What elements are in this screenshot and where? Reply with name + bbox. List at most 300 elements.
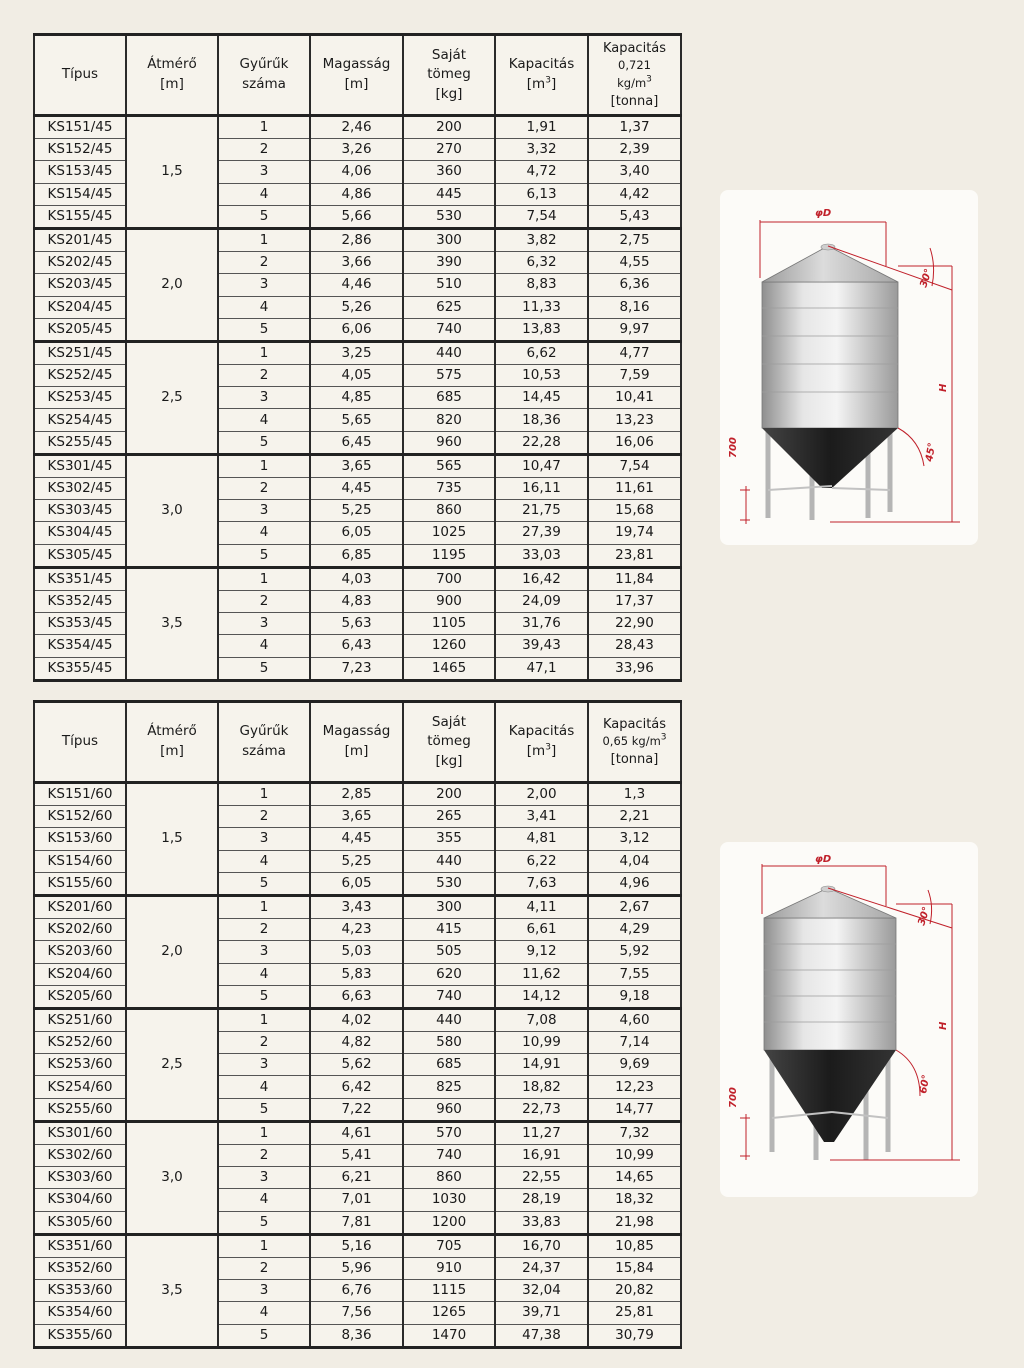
cell-type: KS354/60	[34, 1302, 126, 1324]
header-diameter: Átmérő [m]	[126, 35, 218, 116]
cell-rings: 5	[218, 1098, 310, 1121]
cell-weight: 270	[403, 139, 495, 161]
cell-type: KS155/60	[34, 872, 126, 895]
cell-type: KS153/60	[34, 828, 126, 850]
cell-type: KS153/45	[34, 161, 126, 183]
cell-capacity: 33,83	[495, 1211, 588, 1234]
cell-capacity: 10,99	[495, 1032, 588, 1054]
cell-rings: 3	[218, 828, 310, 850]
cell-weight: 740	[403, 985, 495, 1008]
header-rings: Gyűrűk száma	[218, 35, 310, 116]
cell-height: 4,86	[310, 183, 403, 205]
cell-capacity: 14,45	[495, 387, 588, 409]
cell-weight: 440	[403, 341, 495, 364]
cell-tonnage: 33,96	[588, 657, 681, 680]
cell-height: 5,65	[310, 409, 403, 431]
cell-weight: 625	[403, 296, 495, 318]
cell-weight: 1195	[403, 544, 495, 567]
cell-tonnage: 2,39	[588, 139, 681, 161]
cell-tonnage: 4,04	[588, 850, 681, 872]
cell-height: 7,81	[310, 1211, 403, 1234]
cell-diameter: 2,0	[126, 228, 218, 341]
cell-rings: 3	[218, 274, 310, 296]
cell-capacity: 6,62	[495, 341, 588, 364]
cell-weight: 1025	[403, 522, 495, 544]
diameter-label: φD	[815, 854, 832, 865]
cell-type: KS201/60	[34, 895, 126, 918]
cell-rings: 2	[218, 919, 310, 941]
cell-tonnage: 14,77	[588, 1098, 681, 1121]
cell-type: KS301/45	[34, 454, 126, 477]
header-rings: Gyűrűk száma	[218, 702, 310, 783]
cell-weight: 1265	[403, 1302, 495, 1324]
cell-tonnage: 3,12	[588, 828, 681, 850]
cell-capacity: 33,03	[495, 544, 588, 567]
cell-type: KS205/60	[34, 985, 126, 1008]
cell-height: 4,61	[310, 1121, 403, 1144]
cell-weight: 530	[403, 872, 495, 895]
cell-height: 3,66	[310, 252, 403, 274]
cell-height: 5,96	[310, 1257, 403, 1279]
table-row	[34, 1121, 681, 1144]
cell-rings: 3	[218, 941, 310, 963]
cell-weight: 200	[403, 116, 495, 139]
cell-weight: 735	[403, 478, 495, 500]
cell-rings: 4	[218, 409, 310, 431]
cell-type: KS251/60	[34, 1008, 126, 1031]
leg-height-label: 700	[728, 1087, 739, 1108]
silo-body	[762, 282, 898, 428]
cell-type: KS254/60	[34, 1076, 126, 1098]
cell-capacity: 4,11	[495, 895, 588, 918]
cell-type: KS253/45	[34, 387, 126, 409]
cell-rings: 2	[218, 806, 310, 828]
cell-type: KS305/45	[34, 544, 126, 567]
cell-tonnage: 1,3	[588, 783, 681, 806]
cell-tonnage: 11,61	[588, 478, 681, 500]
cell-weight: 740	[403, 1145, 495, 1167]
cell-tonnage: 2,21	[588, 806, 681, 828]
cell-weight: 685	[403, 387, 495, 409]
cell-height: 5,16	[310, 1234, 403, 1257]
cell-type: KS304/45	[34, 522, 126, 544]
cell-type: KS302/60	[34, 1145, 126, 1167]
silo-drawing	[720, 190, 978, 545]
cell-type: KS251/45	[34, 341, 126, 364]
cell-capacity: 13,83	[495, 318, 588, 341]
cell-capacity: 47,1	[495, 657, 588, 680]
table-row	[34, 116, 681, 139]
cell-height: 4,46	[310, 274, 403, 296]
cell-height: 6,42	[310, 1076, 403, 1098]
cell-height: 4,06	[310, 161, 403, 183]
cell-type: KS202/45	[34, 252, 126, 274]
cell-type: KS201/45	[34, 228, 126, 251]
cell-type: KS253/60	[34, 1054, 126, 1076]
cell-height: 7,56	[310, 1302, 403, 1324]
cell-tonnage: 5,43	[588, 205, 681, 228]
cell-type: KS255/45	[34, 431, 126, 454]
cell-type: KS303/60	[34, 1167, 126, 1189]
silo-drawing	[720, 842, 978, 1197]
cell-weight: 300	[403, 895, 495, 918]
cell-rings: 4	[218, 1302, 310, 1324]
cell-rings: 4	[218, 850, 310, 872]
cell-type: KS355/60	[34, 1324, 126, 1347]
cell-capacity: 6,61	[495, 919, 588, 941]
cell-tonnage: 4,96	[588, 872, 681, 895]
cell-capacity: 31,76	[495, 613, 588, 635]
cell-type: KS204/45	[34, 296, 126, 318]
cell-tonnage: 23,81	[588, 544, 681, 567]
table-row	[34, 783, 681, 806]
cell-height: 6,05	[310, 522, 403, 544]
cell-height: 5,26	[310, 296, 403, 318]
cell-height: 3,26	[310, 139, 403, 161]
cell-capacity: 11,27	[495, 1121, 588, 1144]
cell-type: KS354/45	[34, 635, 126, 657]
cell-type: KS352/45	[34, 590, 126, 612]
silo-hopper	[764, 1050, 896, 1142]
cell-rings: 1	[218, 454, 310, 477]
cell-tonnage: 1,37	[588, 116, 681, 139]
cell-tonnage: 21,98	[588, 1211, 681, 1234]
cell-type: KS304/60	[34, 1189, 126, 1211]
cell-height: 7,01	[310, 1189, 403, 1211]
cell-weight: 700	[403, 567, 495, 590]
cell-tonnage: 4,29	[588, 919, 681, 941]
cell-type: KS355/45	[34, 657, 126, 680]
cell-weight: 575	[403, 365, 495, 387]
cell-capacity: 10,47	[495, 454, 588, 477]
cell-type: KS353/60	[34, 1280, 126, 1302]
cell-height: 4,85	[310, 387, 403, 409]
cell-height: 4,45	[310, 478, 403, 500]
silo-hopper	[762, 428, 898, 488]
cell-weight: 390	[403, 252, 495, 274]
cell-type: KS252/60	[34, 1032, 126, 1054]
cell-rings: 5	[218, 1324, 310, 1347]
cell-tonnage: 8,16	[588, 296, 681, 318]
cell-tonnage: 7,59	[588, 365, 681, 387]
cell-capacity: 28,19	[495, 1189, 588, 1211]
cell-capacity: 8,83	[495, 274, 588, 296]
cell-type: KS204/60	[34, 963, 126, 985]
header-height: Magasság [m]	[310, 35, 403, 116]
table-row	[34, 1008, 681, 1031]
cell-capacity: 4,72	[495, 161, 588, 183]
cell-diameter: 3,0	[126, 1121, 218, 1234]
roof-angle-label: 30°	[916, 905, 933, 927]
cell-capacity: 16,42	[495, 567, 588, 590]
cell-diameter: 1,5	[126, 783, 218, 896]
cell-height: 6,63	[310, 985, 403, 1008]
cell-rings: 1	[218, 116, 310, 139]
header-diameter: Átmérő [m]	[126, 702, 218, 783]
cell-diameter: 2,0	[126, 895, 218, 1008]
cell-capacity: 11,62	[495, 963, 588, 985]
cell-capacity: 22,28	[495, 431, 588, 454]
cell-weight: 360	[403, 161, 495, 183]
cell-capacity: 18,36	[495, 409, 588, 431]
cell-height: 4,23	[310, 919, 403, 941]
cell-tonnage: 3,40	[588, 161, 681, 183]
cell-rings: 5	[218, 205, 310, 228]
cell-weight: 900	[403, 590, 495, 612]
cell-height: 3,25	[310, 341, 403, 364]
silo-roof	[764, 888, 896, 918]
cell-tonnage: 4,60	[588, 1008, 681, 1031]
cell-capacity: 16,91	[495, 1145, 588, 1167]
cell-tonnage: 9,18	[588, 985, 681, 1008]
cell-rings: 3	[218, 1280, 310, 1302]
cell-height: 4,45	[310, 828, 403, 850]
cell-height: 6,43	[310, 635, 403, 657]
cell-weight: 1200	[403, 1211, 495, 1234]
cell-weight: 1105	[403, 613, 495, 635]
cell-tonnage: 15,84	[588, 1257, 681, 1279]
table-row	[34, 341, 681, 364]
cell-tonnage: 7,54	[588, 454, 681, 477]
cell-capacity: 21,75	[495, 500, 588, 522]
cell-rings: 2	[218, 478, 310, 500]
cell-weight: 530	[403, 205, 495, 228]
table-header	[34, 35, 681, 116]
cell-height: 4,03	[310, 567, 403, 590]
table-header	[34, 702, 681, 783]
cell-rings: 5	[218, 872, 310, 895]
cell-weight: 505	[403, 941, 495, 963]
cell-rings: 2	[218, 1145, 310, 1167]
cell-type: KS152/45	[34, 139, 126, 161]
cell-tonnage: 19,74	[588, 522, 681, 544]
cell-weight: 685	[403, 1054, 495, 1076]
cell-type: KS255/60	[34, 1098, 126, 1121]
cell-weight: 510	[403, 274, 495, 296]
cell-capacity: 10,53	[495, 365, 588, 387]
cell-tonnage: 22,90	[588, 613, 681, 635]
cell-capacity: 3,41	[495, 806, 588, 828]
cell-rings: 2	[218, 365, 310, 387]
cell-rings: 3	[218, 1054, 310, 1076]
cell-type: KS202/60	[34, 919, 126, 941]
cell-tonnage: 6,36	[588, 274, 681, 296]
cell-height: 5,83	[310, 963, 403, 985]
cell-capacity: 22,73	[495, 1098, 588, 1121]
cell-rings: 1	[218, 341, 310, 364]
cell-rings: 5	[218, 318, 310, 341]
table-body	[34, 116, 681, 681]
cell-rings: 2	[218, 252, 310, 274]
cell-tonnage: 25,81	[588, 1302, 681, 1324]
silo-spec-table-60	[33, 700, 682, 1349]
cell-capacity: 16,70	[495, 1234, 588, 1257]
cell-rings: 3	[218, 1167, 310, 1189]
cell-height: 2,46	[310, 116, 403, 139]
cell-rings: 2	[218, 590, 310, 612]
cell-height: 5,62	[310, 1054, 403, 1076]
cell-rings: 5	[218, 1211, 310, 1234]
cell-height: 6,85	[310, 544, 403, 567]
cell-diameter: 2,5	[126, 341, 218, 454]
cell-rings: 4	[218, 522, 310, 544]
cell-tonnage: 28,43	[588, 635, 681, 657]
table-row	[34, 228, 681, 251]
cell-rings: 1	[218, 1121, 310, 1144]
cell-weight: 415	[403, 919, 495, 941]
cell-rings: 1	[218, 228, 310, 251]
table-row	[34, 1234, 681, 1257]
cell-weight: 580	[403, 1032, 495, 1054]
cell-height: 8,36	[310, 1324, 403, 1347]
cell-capacity: 14,91	[495, 1054, 588, 1076]
cell-capacity: 3,32	[495, 139, 588, 161]
cell-capacity: 3,82	[495, 228, 588, 251]
cell-tonnage: 7,32	[588, 1121, 681, 1144]
cell-tonnage: 9,97	[588, 318, 681, 341]
cell-height: 7,22	[310, 1098, 403, 1121]
cell-capacity: 1,91	[495, 116, 588, 139]
cell-height: 4,05	[310, 365, 403, 387]
cell-weight: 705	[403, 1234, 495, 1257]
cell-type: KS155/45	[34, 205, 126, 228]
cell-type: KS353/45	[34, 613, 126, 635]
cell-tonnage: 7,14	[588, 1032, 681, 1054]
cell-type: KS152/60	[34, 806, 126, 828]
cell-height: 5,66	[310, 205, 403, 228]
cell-rings: 4	[218, 296, 310, 318]
cell-capacity: 11,33	[495, 296, 588, 318]
cell-rings: 3	[218, 500, 310, 522]
cell-tonnage: 12,23	[588, 1076, 681, 1098]
cell-type: KS302/45	[34, 478, 126, 500]
table-row	[34, 567, 681, 590]
cell-rings: 1	[218, 1234, 310, 1257]
cell-height: 4,83	[310, 590, 403, 612]
cell-weight: 1260	[403, 635, 495, 657]
cell-diameter: 1,5	[126, 116, 218, 229]
cell-height: 4,82	[310, 1032, 403, 1054]
cell-rings: 5	[218, 544, 310, 567]
cell-diameter: 3,5	[126, 1234, 218, 1347]
cell-tonnage: 30,79	[588, 1324, 681, 1347]
cell-capacity: 24,37	[495, 1257, 588, 1279]
cell-tonnage: 17,37	[588, 590, 681, 612]
cell-capacity: 14,12	[495, 985, 588, 1008]
cell-tonnage: 4,77	[588, 341, 681, 364]
cell-height: 6,06	[310, 318, 403, 341]
cell-diameter: 3,0	[126, 454, 218, 567]
cell-type: KS351/45	[34, 567, 126, 590]
cell-height: 3,65	[310, 806, 403, 828]
cell-type: KS203/60	[34, 941, 126, 963]
cell-weight: 820	[403, 409, 495, 431]
cell-tonnage: 14,65	[588, 1167, 681, 1189]
cell-height: 3,65	[310, 454, 403, 477]
cell-type: KS151/45	[34, 116, 126, 139]
cell-weight: 440	[403, 1008, 495, 1031]
cell-height: 3,43	[310, 895, 403, 918]
cell-tonnage: 2,67	[588, 895, 681, 918]
header-weight: Saját tömeg [kg]	[403, 35, 495, 116]
cell-rings: 2	[218, 1032, 310, 1054]
cell-rings: 1	[218, 895, 310, 918]
cell-height: 4,02	[310, 1008, 403, 1031]
cell-type: KS151/60	[34, 783, 126, 806]
cell-type: KS305/60	[34, 1211, 126, 1234]
cell-height: 6,45	[310, 431, 403, 454]
cell-rings: 3	[218, 161, 310, 183]
cell-rings: 4	[218, 635, 310, 657]
cell-weight: 570	[403, 1121, 495, 1144]
cell-height: 5,41	[310, 1145, 403, 1167]
cell-weight: 740	[403, 318, 495, 341]
cell-weight: 445	[403, 183, 495, 205]
cell-height: 5,25	[310, 500, 403, 522]
cell-rings: 3	[218, 387, 310, 409]
diameter-label: φD	[815, 208, 832, 219]
cell-type: KS252/45	[34, 365, 126, 387]
cell-capacity: 2,00	[495, 783, 588, 806]
cell-type: KS351/60	[34, 1234, 126, 1257]
cell-rings: 2	[218, 139, 310, 161]
header-capacity: Kapacitás $[m^3]$	[495, 35, 588, 116]
cell-weight: 1115	[403, 1280, 495, 1302]
cell-rings: 5	[218, 431, 310, 454]
cell-rings: 4	[218, 1076, 310, 1098]
cell-rings: 5	[218, 657, 310, 680]
cell-rings: 2	[218, 1257, 310, 1279]
silo-diagram-45	[720, 190, 978, 545]
cell-height: 6,21	[310, 1167, 403, 1189]
cell-tonnage: 7,55	[588, 963, 681, 985]
cell-tonnage: 15,68	[588, 500, 681, 522]
cell-weight: 300	[403, 228, 495, 251]
cell-weight: 1470	[403, 1324, 495, 1347]
cell-type: KS203/45	[34, 274, 126, 296]
cell-capacity: 27,39	[495, 522, 588, 544]
cell-type: KS301/60	[34, 1121, 126, 1144]
cell-weight: 825	[403, 1076, 495, 1098]
cell-weight: 860	[403, 500, 495, 522]
cell-capacity: 6,13	[495, 183, 588, 205]
cell-capacity: 4,81	[495, 828, 588, 850]
cell-capacity: 22,55	[495, 1167, 588, 1189]
cell-weight: 265	[403, 806, 495, 828]
cell-height: 6,05	[310, 872, 403, 895]
cell-tonnage: 4,42	[588, 183, 681, 205]
cell-weight: 355	[403, 828, 495, 850]
table-row	[34, 454, 681, 477]
header-capacity: Kapacitás $[m^3]$	[495, 702, 588, 783]
cell-tonnage: 20,82	[588, 1280, 681, 1302]
cell-weight: 200	[403, 783, 495, 806]
cell-capacity: 7,08	[495, 1008, 588, 1031]
height-label: H	[938, 383, 949, 392]
cell-weight: 1030	[403, 1189, 495, 1211]
header-height: Magasság [m]	[310, 702, 403, 783]
cell-tonnage: 2,75	[588, 228, 681, 251]
cell-rings: 3	[218, 613, 310, 635]
cell-capacity: 39,71	[495, 1302, 588, 1324]
cell-tonnage: 9,69	[588, 1054, 681, 1076]
cell-capacity: 18,82	[495, 1076, 588, 1098]
cell-weight: 620	[403, 963, 495, 985]
header-tonnage: Kapacitás 0,65 $kg/m^3$ [tonna]	[588, 702, 681, 783]
cell-height: 2,85	[310, 783, 403, 806]
cell-tonnage: 10,99	[588, 1145, 681, 1167]
cell-capacity: 24,09	[495, 590, 588, 612]
